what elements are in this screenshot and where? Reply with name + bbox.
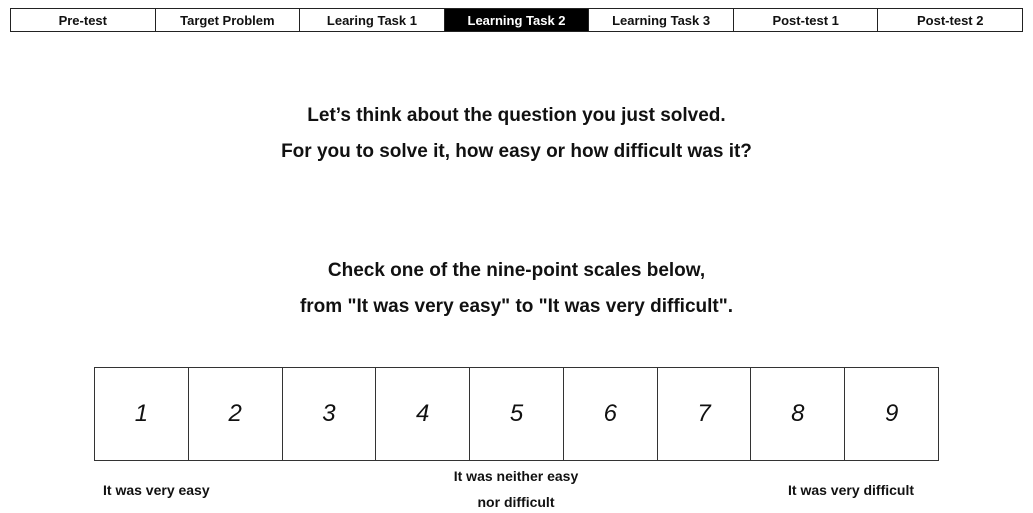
scale-option-4[interactable]: 4 bbox=[376, 368, 470, 460]
instruction-text bbox=[0, 253, 1033, 325]
question-text bbox=[0, 98, 1033, 170]
question-line-1: Let’s think about the question you just solved. bbox=[307, 105, 726, 126]
anchor-label-neutral bbox=[416, 463, 616, 513]
tab-post-test-2[interactable]: Post-test 2 bbox=[878, 9, 1022, 31]
anchor-neutral-line-1: It was neither easy bbox=[453, 468, 579, 484]
anchor-label-very-easy: It was very easy bbox=[103, 482, 210, 498]
scale-option-8[interactable]: 8 bbox=[751, 368, 845, 460]
instruction-line-1: Check one of the nine-point scales below, bbox=[327, 260, 706, 281]
tab-bar bbox=[10, 8, 1023, 32]
scale-option-6[interactable]: 6 bbox=[564, 368, 658, 460]
scale-option-1[interactable]: 1 bbox=[95, 368, 189, 460]
anchor-label-very-difficult: It was very difficult bbox=[788, 482, 915, 498]
scale-option-2[interactable]: 2 bbox=[189, 368, 283, 460]
scale-option-7[interactable]: 7 bbox=[658, 368, 752, 460]
scale-option-9[interactable]: 9 bbox=[845, 368, 938, 460]
nine-point-scale bbox=[94, 367, 939, 461]
scale-option-5[interactable]: 5 bbox=[470, 368, 564, 460]
tab-post-test-1[interactable]: Post-test 1 bbox=[734, 9, 879, 31]
tab-learning-task-1[interactable]: Learing Task 1 bbox=[300, 9, 445, 31]
anchor-neutral-line-2: nor difficult bbox=[477, 494, 555, 510]
instruction-line-2: from "It was very easy" to "It was very difficult". bbox=[299, 296, 734, 317]
tab-learning-task-3[interactable]: Learning Task 3 bbox=[589, 9, 734, 31]
question-line-2: For you to solve it, how easy or how difficult was it? bbox=[281, 141, 752, 162]
tab-target-problem[interactable]: Target Problem bbox=[156, 9, 301, 31]
scale-option-3[interactable]: 3 bbox=[283, 368, 377, 460]
tab-pre-test[interactable]: Pre-test bbox=[11, 9, 156, 31]
tab-learning-task-2[interactable]: Learning Task 2 bbox=[445, 9, 590, 31]
